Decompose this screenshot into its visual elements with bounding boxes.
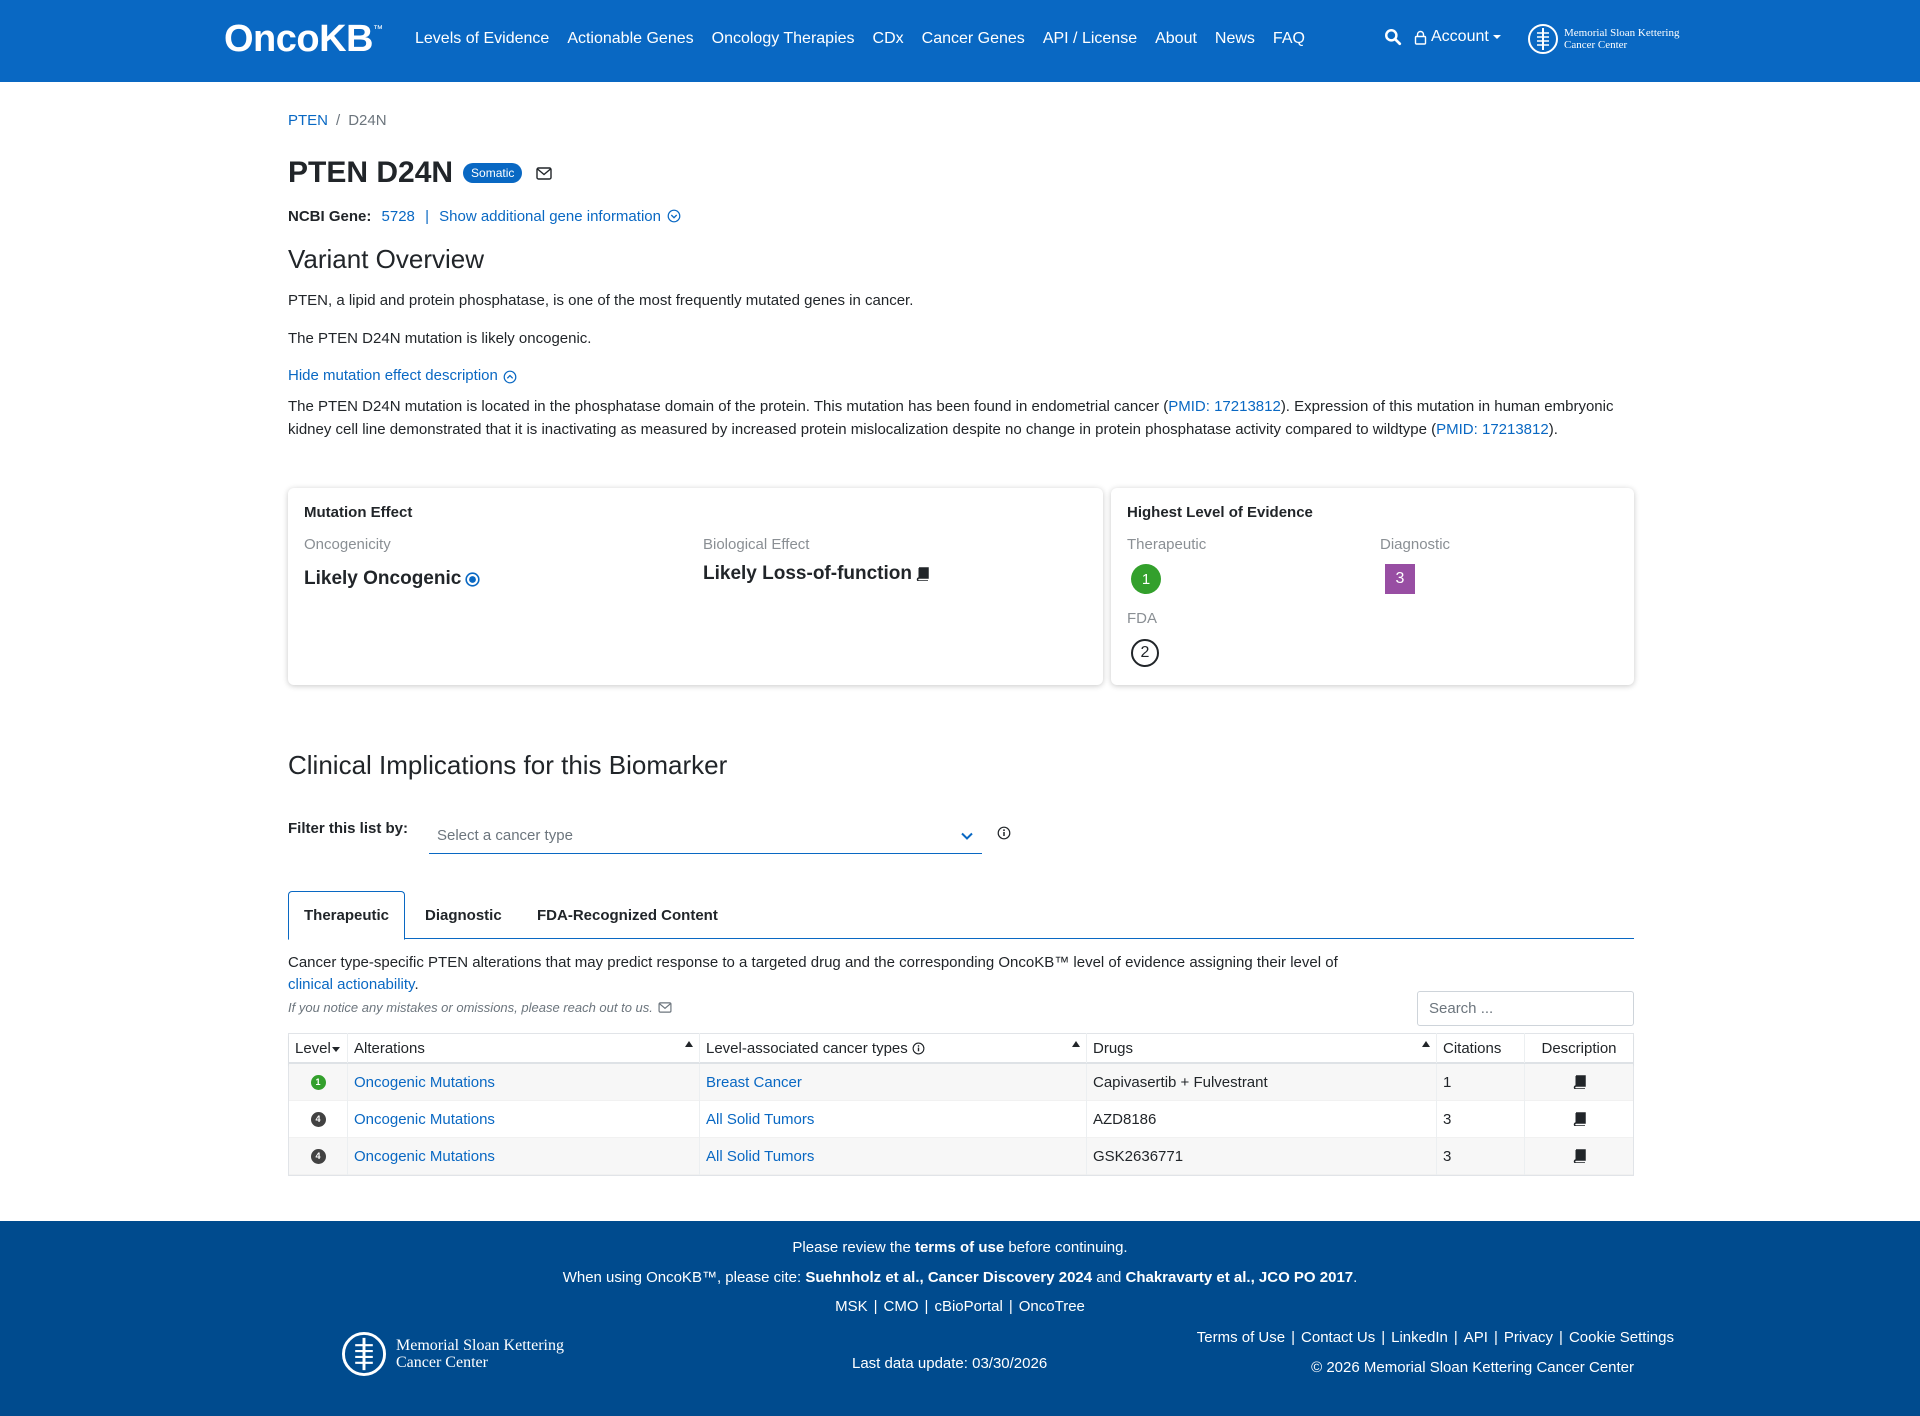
oncogenicity-label: Oncogenicity: [304, 536, 391, 553]
oncokb-logo[interactable]: OncoKB™: [224, 18, 383, 60]
citations-cell[interactable]: 3: [1437, 1138, 1525, 1175]
nav-api-license[interactable]: API / License: [1042, 30, 1138, 47]
breadcrumb: PTEN / D24N: [288, 112, 387, 129]
alteration-link[interactable]: Oncogenic Mutations: [354, 1147, 495, 1165]
footer-link-msk[interactable]: MSK: [835, 1298, 868, 1315]
table-search-input[interactable]: Search ...: [1417, 991, 1634, 1026]
mail-icon[interactable]: [658, 1002, 672, 1013]
info-icon[interactable]: [912, 1042, 925, 1055]
ncbi-label: NCBI Gene:: [288, 208, 372, 225]
top-navbar: [0, 0, 1920, 82]
hide-description-toggle[interactable]: Hide mutation effect description: [288, 367, 517, 384]
citation-link[interactable]: Suehnholz et al., Cancer Discovery 2024: [805, 1269, 1093, 1286]
sort-asc-icon: [685, 1041, 693, 1047]
book-icon[interactable]: [1573, 1075, 1586, 1089]
nav-faq[interactable]: FAQ: [1272, 30, 1305, 47]
highest-level-heading: Highest Level of Evidence: [1127, 504, 1313, 521]
pmid-link[interactable]: PMID: 17213812: [1436, 420, 1549, 438]
citations-cell[interactable]: 3: [1437, 1101, 1525, 1138]
account-label: Account: [1431, 28, 1489, 45]
book-icon[interactable]: [1573, 1112, 1586, 1126]
col-alterations[interactable]: Alterations: [348, 1033, 700, 1063]
nav-about[interactable]: About: [1155, 30, 1197, 47]
nav-cdx[interactable]: CDx: [872, 30, 904, 47]
show-gene-info-link[interactable]: Show additional gene information: [439, 208, 661, 225]
footer-link-contact[interactable]: Contact Us: [1301, 1329, 1376, 1346]
gene-summary: PTEN, a lipid and protein phosphatase, is one of the most frequently mutated genes in cancer.: [288, 292, 914, 309]
citation-link[interactable]: Chakravarty et al., JCO PO 2017: [1125, 1269, 1354, 1286]
tab-diagnostic[interactable]: Diagnostic: [425, 906, 502, 924]
mskcc-text: Memorial Sloan Kettering Cancer Center: [1564, 27, 1680, 51]
sort-asc-icon: [1422, 1041, 1430, 1047]
caret-down-icon: [1492, 33, 1502, 41]
page-title: PTEN D24N: [288, 156, 454, 189]
mutation-effect-description: The PTEN D24N mutation is located in the phosphatase domain of the protein. This mutation has been found in endometrial cancer (PMID: 17213812). Expression of this mutation in human embryonic kidney cell line demonstrated that it is inactivating as measured by increased protein mislocalization despite no change in protein phosphatase activity compared to wildtype (PMID: 17213812).: [288, 398, 1614, 438]
level-4-icon[interactable]: 4: [311, 1112, 326, 1127]
somatic-badge: Somatic: [463, 163, 522, 183]
nav-news[interactable]: News: [1214, 30, 1255, 47]
terms-of-use-link[interactable]: terms of use: [914, 1239, 1005, 1256]
variant-summary: The PTEN D24N mutation is likely oncogenic.: [288, 330, 592, 347]
footer-link-api[interactable]: API: [1463, 1329, 1488, 1346]
citation-notice: When using OncoKB™, please cite: Suehnholz et al., Cancer Discovery 2024 and Chakravarty et al., JCO PO 2017.: [562, 1269, 1358, 1286]
info-icon[interactable]: [997, 826, 1011, 840]
clinical-actionability-link[interactable]: clinical actionability: [288, 976, 415, 993]
nav-right: [1384, 28, 1518, 46]
mskcc-emblem-icon: [342, 1329, 386, 1379]
drugs-cell: GSK2636771: [1087, 1138, 1437, 1175]
clinical-implications-heading: Clinical Implications for this Biomarker: [288, 750, 728, 780]
nav-cancer-genes[interactable]: Cancer Genes: [921, 30, 1025, 47]
page-title-row: [288, 156, 552, 190]
breadcrumb-alteration: D24N: [348, 112, 387, 129]
col-cancer-types[interactable]: Level-associated cancer types: [700, 1033, 1087, 1063]
book-icon[interactable]: [916, 567, 929, 581]
drugs-cell: Capivasertib + Fulvestrant: [1087, 1064, 1437, 1101]
pmid-link[interactable]: PMID: 17213812: [1168, 398, 1281, 415]
ncbi-gene-line: NCBI Gene: 5728 | Show additional gene information: [288, 208, 681, 225]
mutation-effect-card: [288, 488, 1103, 685]
filter-label: Filter this list by:: [288, 820, 409, 837]
col-drugs[interactable]: Drugs: [1087, 1033, 1437, 1063]
account-menu[interactable]: [1414, 28, 1502, 46]
lock-icon: [1414, 30, 1427, 45]
diagnostic-label: Diagnostic: [1380, 536, 1451, 553]
level-4-icon[interactable]: 4: [311, 1149, 326, 1164]
cancer-type-link[interactable]: Breast Cancer: [706, 1073, 802, 1091]
footer-links: Terms of Use | Contact Us | LinkedIn | API | Privacy | Cookie Settings: [1196, 1329, 1674, 1346]
footer-link-privacy[interactable]: Privacy: [1503, 1329, 1554, 1346]
footer-link-cbioportal[interactable]: cBioPortal: [934, 1298, 1003, 1315]
mskcc-emblem-icon: [1528, 22, 1558, 56]
footer-link-linkedin[interactable]: LinkedIn: [1391, 1329, 1448, 1346]
clinical-tabs: [288, 891, 1634, 939]
search-icon[interactable]: [1384, 28, 1402, 46]
ncbi-gene-link[interactable]: 5728: [381, 208, 415, 225]
footer-link-oncotree[interactable]: OncoTree: [1018, 1298, 1085, 1315]
table-row: [289, 1101, 1633, 1138]
citations-cell[interactable]: 1: [1437, 1064, 1525, 1101]
partner-links: MSK | CMO | cBioPortal | OncoTree: [835, 1298, 1085, 1315]
col-level[interactable]: Level: [289, 1033, 348, 1063]
therapeutic-label: Therapeutic: [1127, 536, 1207, 553]
nav-links: [415, 30, 1323, 48]
terms-notice: Please review the terms of use before continuing.: [792, 1239, 1128, 1256]
nav-levels-of-evidence[interactable]: Levels of Evidence: [415, 30, 550, 47]
last-data-update: Last data update: 03/30/2026: [852, 1355, 1048, 1372]
drugs-cell: AZD8186: [1087, 1101, 1437, 1138]
fda-label: FDA: [1127, 610, 1157, 627]
cancer-type-link[interactable]: All Solid Tumors: [706, 1110, 815, 1128]
biological-effect-value: Likely Loss-of-function: [703, 563, 929, 585]
col-description: Description: [1541, 1039, 1617, 1057]
copyright: © 2026 Memorial Sloan Kettering Cancer Center: [1311, 1359, 1634, 1376]
footer-mskcc-logo[interactable]: Memorial Sloan Kettering Cancer Center: [342, 1329, 564, 1379]
therapeutic-level-1-icon[interactable]: 1: [1131, 564, 1161, 594]
book-icon[interactable]: [1573, 1149, 1586, 1163]
cancer-type-select[interactable]: Select a cancer type: [429, 818, 982, 854]
variant-overview-heading: Variant Overview: [288, 244, 485, 274]
footer-link-cookie-settings[interactable]: Cookie Settings: [1568, 1329, 1674, 1346]
fda-level-2-icon[interactable]: 2: [1131, 639, 1159, 667]
sort-desc-icon: [332, 1047, 340, 1053]
cancer-type-link[interactable]: All Solid Tumors: [706, 1147, 815, 1165]
nav-oncology-therapies[interactable]: Oncology Therapies: [711, 30, 855, 47]
chevron-down-circle-icon[interactable]: [667, 209, 681, 223]
alteration-link[interactable]: Oncogenic Mutations: [354, 1073, 495, 1091]
oncogenic-target-icon[interactable]: [465, 572, 480, 587]
oncogenicity-value: Likely Oncogenic: [304, 568, 480, 590]
table-row: [289, 1064, 1633, 1101]
therapeutic-table: [288, 1033, 1634, 1176]
mutation-effect-heading: Mutation Effect: [304, 504, 413, 521]
diagnostic-level-3-icon[interactable]: 3: [1385, 564, 1415, 594]
mskcc-logo[interactable]: [1528, 22, 1679, 56]
feedback-note: If you notice any mistakes or omissions, please reach out to us.: [288, 1000, 672, 1015]
chevron-down-icon: [960, 831, 974, 841]
mail-icon[interactable]: [536, 167, 552, 180]
footer-link-terms[interactable]: Terms of Use: [1196, 1329, 1286, 1346]
tab-fda-recognized-content[interactable]: FDA-Recognized Content: [537, 906, 718, 924]
tab-description: Cancer type-specific PTEN alterations that may predict response to a targeted drug and the corresponding OncoKB™ level of evidence assigning their level of clinical actionability.: [288, 954, 1338, 993]
col-citations[interactable]: Citations: [1437, 1033, 1525, 1063]
footer-link-cmo[interactable]: CMO: [883, 1298, 919, 1315]
table-row: [289, 1138, 1633, 1175]
table-header: [289, 1034, 1633, 1064]
breadcrumb-gene-link[interactable]: PTEN: [288, 112, 329, 129]
highest-level-card: [1111, 488, 1634, 685]
tab-therapeutic[interactable]: Therapeutic: [288, 891, 405, 940]
alteration-link[interactable]: Oncogenic Mutations: [354, 1110, 495, 1128]
footer: [0, 1221, 1920, 1416]
level-1-icon[interactable]: 1: [311, 1075, 326, 1090]
chevron-up-circle-icon: [503, 370, 517, 384]
biological-effect-label: Biological Effect: [703, 536, 810, 553]
nav-actionable-genes[interactable]: Actionable Genes: [567, 30, 694, 47]
sort-asc-icon: [1072, 1041, 1080, 1047]
